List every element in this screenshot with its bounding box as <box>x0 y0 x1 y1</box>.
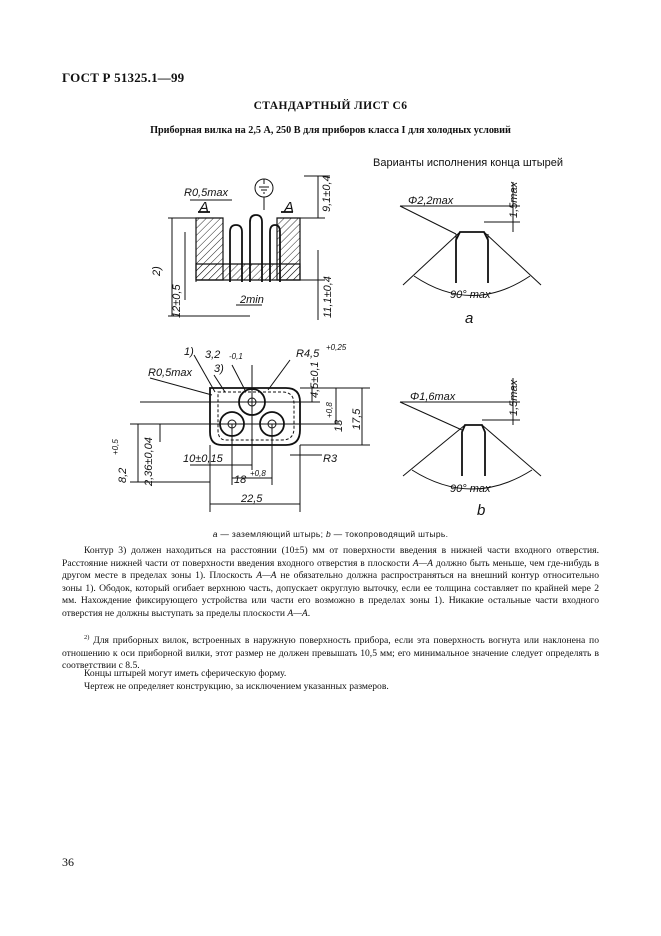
legend-b-text: — токопроводящий штырь. <box>331 529 449 539</box>
paragraph-pin-ends: Концы штырей могут иметь сферическую форму. <box>84 668 287 679</box>
figure-legend <box>0 529 661 539</box>
dim-8-2-tol: +0,5 <box>111 439 120 455</box>
dim-22-5: 22,5 <box>241 493 263 505</box>
dim-4-5: 4,5±0,1 <box>309 361 321 398</box>
dim-18-tol: +0,8 <box>250 469 266 478</box>
section-view <box>151 175 334 320</box>
radius-label: R0,5max <box>184 187 229 199</box>
dim-zone: 2) <box>151 266 163 276</box>
legend-a-text: — заземляющий штырь; <box>217 529 326 539</box>
note-3: 3) <box>214 363 224 375</box>
section-a-right: A <box>284 199 295 216</box>
note-1: 1) <box>184 346 194 358</box>
paragraph-drawing-note: Чертеж не определяет конструкцию, за исключением указанных размеров. <box>84 681 389 692</box>
dim-2-36: 2,36±0,04 <box>143 437 155 486</box>
pin-a-label: a <box>465 310 474 327</box>
legend-b-letter: b <box>325 529 331 539</box>
pin-tip-a <box>400 181 541 327</box>
legend-a-letter: a <box>212 529 218 539</box>
pin-b-length: 1,5max <box>508 379 520 416</box>
footnote <box>62 632 599 673</box>
pin-b-label: b <box>477 502 486 519</box>
dim-8-2: 8,2 <box>117 467 129 483</box>
footnote-mark: 2) <box>84 634 90 641</box>
page-number: 36 <box>62 855 74 869</box>
p1-end: . <box>307 607 311 619</box>
dim-17-5: 17,5 <box>351 408 363 430</box>
pin-a-angle: 90° max <box>450 289 491 301</box>
dim-r3: R3 <box>323 453 338 465</box>
pin-b-angle: 90° max <box>450 483 491 495</box>
variants-caption: Варианты исполнения конца штырей <box>373 157 563 169</box>
pin-a-diameter: Φ2,2max <box>408 195 454 207</box>
dim-width-top: 3,2 <box>205 349 221 361</box>
dim-13: 13 <box>333 419 345 432</box>
plan-view <box>111 343 370 512</box>
dim-body: 11,1±0,4 <box>322 276 334 318</box>
dim-depth: 9,1±0,4 <box>321 175 333 212</box>
pin-a-length: 1,5max <box>508 181 520 218</box>
dim-width-top-tol: -0,1 <box>229 352 243 361</box>
footnote-text: Для приборных вилок, встроенных в наружную поверхность прибора, если эта поверхность вогнута или наклонена по отношению к оси приборной вилки, этот размер не должен превышать 10,5 мм; его минимальное значение следует определять в соответствии с 8.5. <box>62 635 599 672</box>
dim-radius-top: R4,5 <box>296 348 320 360</box>
p1-part3: не обязательно должна распространяться на внешний контур относительно зоны 1). Ободок, который огибает верхнюю часть, допускает округлую выточку, если ее толщина составляет по крайней мере 2 мм. Нахождение фиксирующего устройства или части его возможно в пределах зоны 1). Никакие остальные части входного отверстия не должны выступать за пределы плоскости <box>62 570 599 619</box>
p1-part1: Контур 3) должен находиться на расстоянии (10±5) мм от поверхности введения в нижней части входного отверстия. Расстояние нижней части от поверхности введения входного отверстия в плоскости <box>62 545 599 569</box>
section-a-left: A <box>199 199 210 216</box>
sheet-subtitle: Приборная вилка на 2,5 А, 250 В для приборов класса I для холодных условий <box>150 125 511 136</box>
dim-radius-corner: R0,5max <box>148 367 193 379</box>
document-code: ГОСТ Р 51325.1—99 <box>62 70 185 85</box>
p1-plane2: A—A <box>256 570 277 582</box>
pin-b-diameter: Φ1,6max <box>410 391 456 403</box>
dim-min: 2min <box>240 294 264 306</box>
dim-13-tol: +0,8 <box>325 402 334 418</box>
pin-tip-b <box>400 378 541 519</box>
p1-part2: должно быть меньше, чем где-нибудь в другом месте в пределах зоны 1). Плоскость <box>62 557 599 582</box>
dim-18: 18 <box>234 474 247 486</box>
p1-plane3: A—A <box>287 607 308 619</box>
paragraph-contour <box>62 545 599 621</box>
p1-plane1: A—A <box>412 557 433 569</box>
dim-height: 12±0,5 <box>171 284 183 318</box>
dim-radius-top-tol: +0,25 <box>326 343 347 352</box>
sheet-title: СТАНДАРТНЫЙ ЛИСТ С6 <box>253 100 408 112</box>
dim-10: 10±0,15 <box>183 453 223 465</box>
